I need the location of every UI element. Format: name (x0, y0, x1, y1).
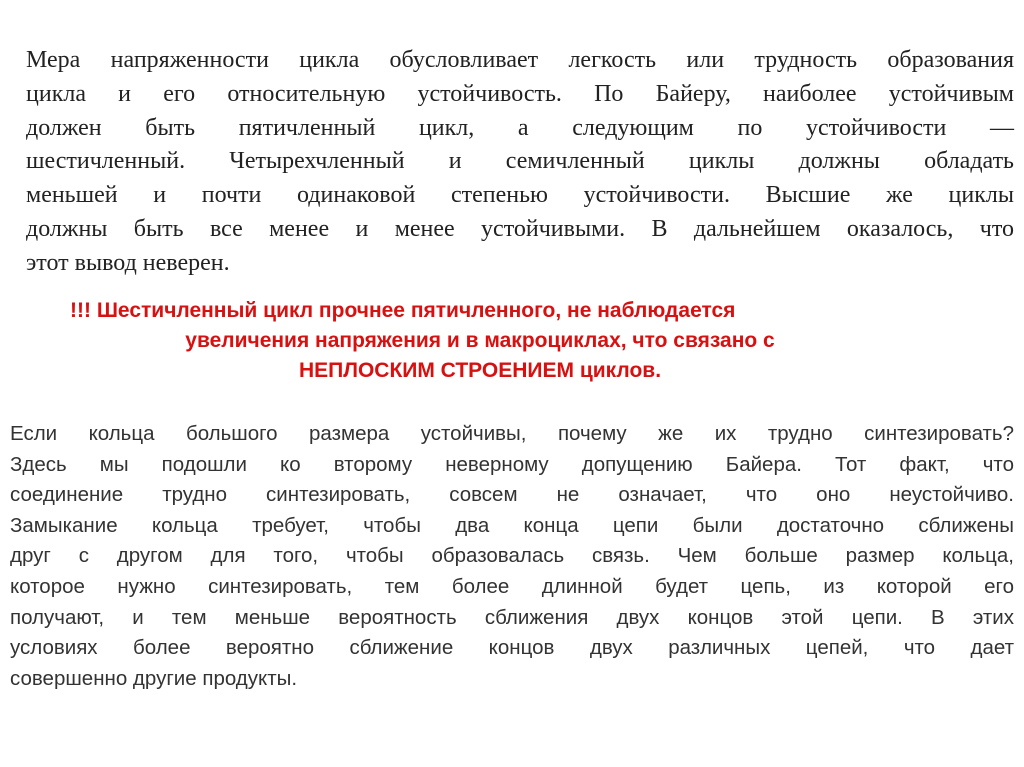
paragraph-2-line: Замыкание кольца требует, чтобы два конца цепи были достаточно сближены (10, 513, 1014, 537)
ring-synthesis-paragraph (10, 419, 1014, 694)
paragraph-2-line: Здесь мы подошли ко второму неверному допущению Байера. Тот факт, что (10, 452, 1014, 476)
paragraph-2-line: получают, и тем меньше вероятность сближения двух концов этой цепи. В этих (10, 605, 1014, 629)
paragraph-1-line: должны быть все менее и менее устойчивыми. В дальнейшем оказалось, что (26, 215, 1014, 242)
paragraph-1-line: шестичленный. Четырехчленный и семичленный циклы должны обладать (26, 148, 1014, 175)
paragraph-1-line: Мера напряженности цикла обусловливает легкость или трудность образования (26, 47, 1014, 73)
paragraph-2-line: совершенно другие продукты. (10, 666, 298, 690)
paragraph-1-line: меньшей и почти одинаковой степенью устойчивости. Высшие же циклы (26, 182, 1014, 209)
paragraph-2-line: соединение трудно синтезировать, совсем не означает, что оно неустойчиво. (10, 483, 1014, 507)
paragraph-1-line: цикла и его относительную устойчивость. По Байеру, наиболее устойчивым (26, 80, 1014, 107)
highlight-line: увеличения напряжения и в макроциклах, что связано с (185, 329, 775, 352)
paragraph-2-line: которое нужно синтезировать, тем более длинной будет цепь, из которой его (10, 574, 1014, 598)
highlight-line: НЕПЛОСКИМ СТРОЕНИЕМ циклов. (298, 359, 662, 382)
paragraph-1-line: должен быть пятичленный цикл, а следующим по устойчивости — (26, 114, 1014, 141)
paragraph-2-line: условиях более вероятно сближение концов двух различных цепей, что дает (10, 636, 1014, 660)
highlight-line: !!! Шестичленный цикл прочнее пятичленного, не наблюдается (70, 299, 736, 322)
highlight-note (40, 296, 920, 386)
paragraph-2-line: Если кольца большого размера устойчивы, почему же их трудно синтезировать? (10, 422, 1014, 445)
paragraph-1-line: этот вывод неверен. (26, 249, 230, 276)
baeyer-theory-paragraph (26, 44, 1014, 281)
paragraph-2-line: друг с другом для того, чтобы образовалась связь. Чем больше размер кольца, (10, 544, 1014, 568)
